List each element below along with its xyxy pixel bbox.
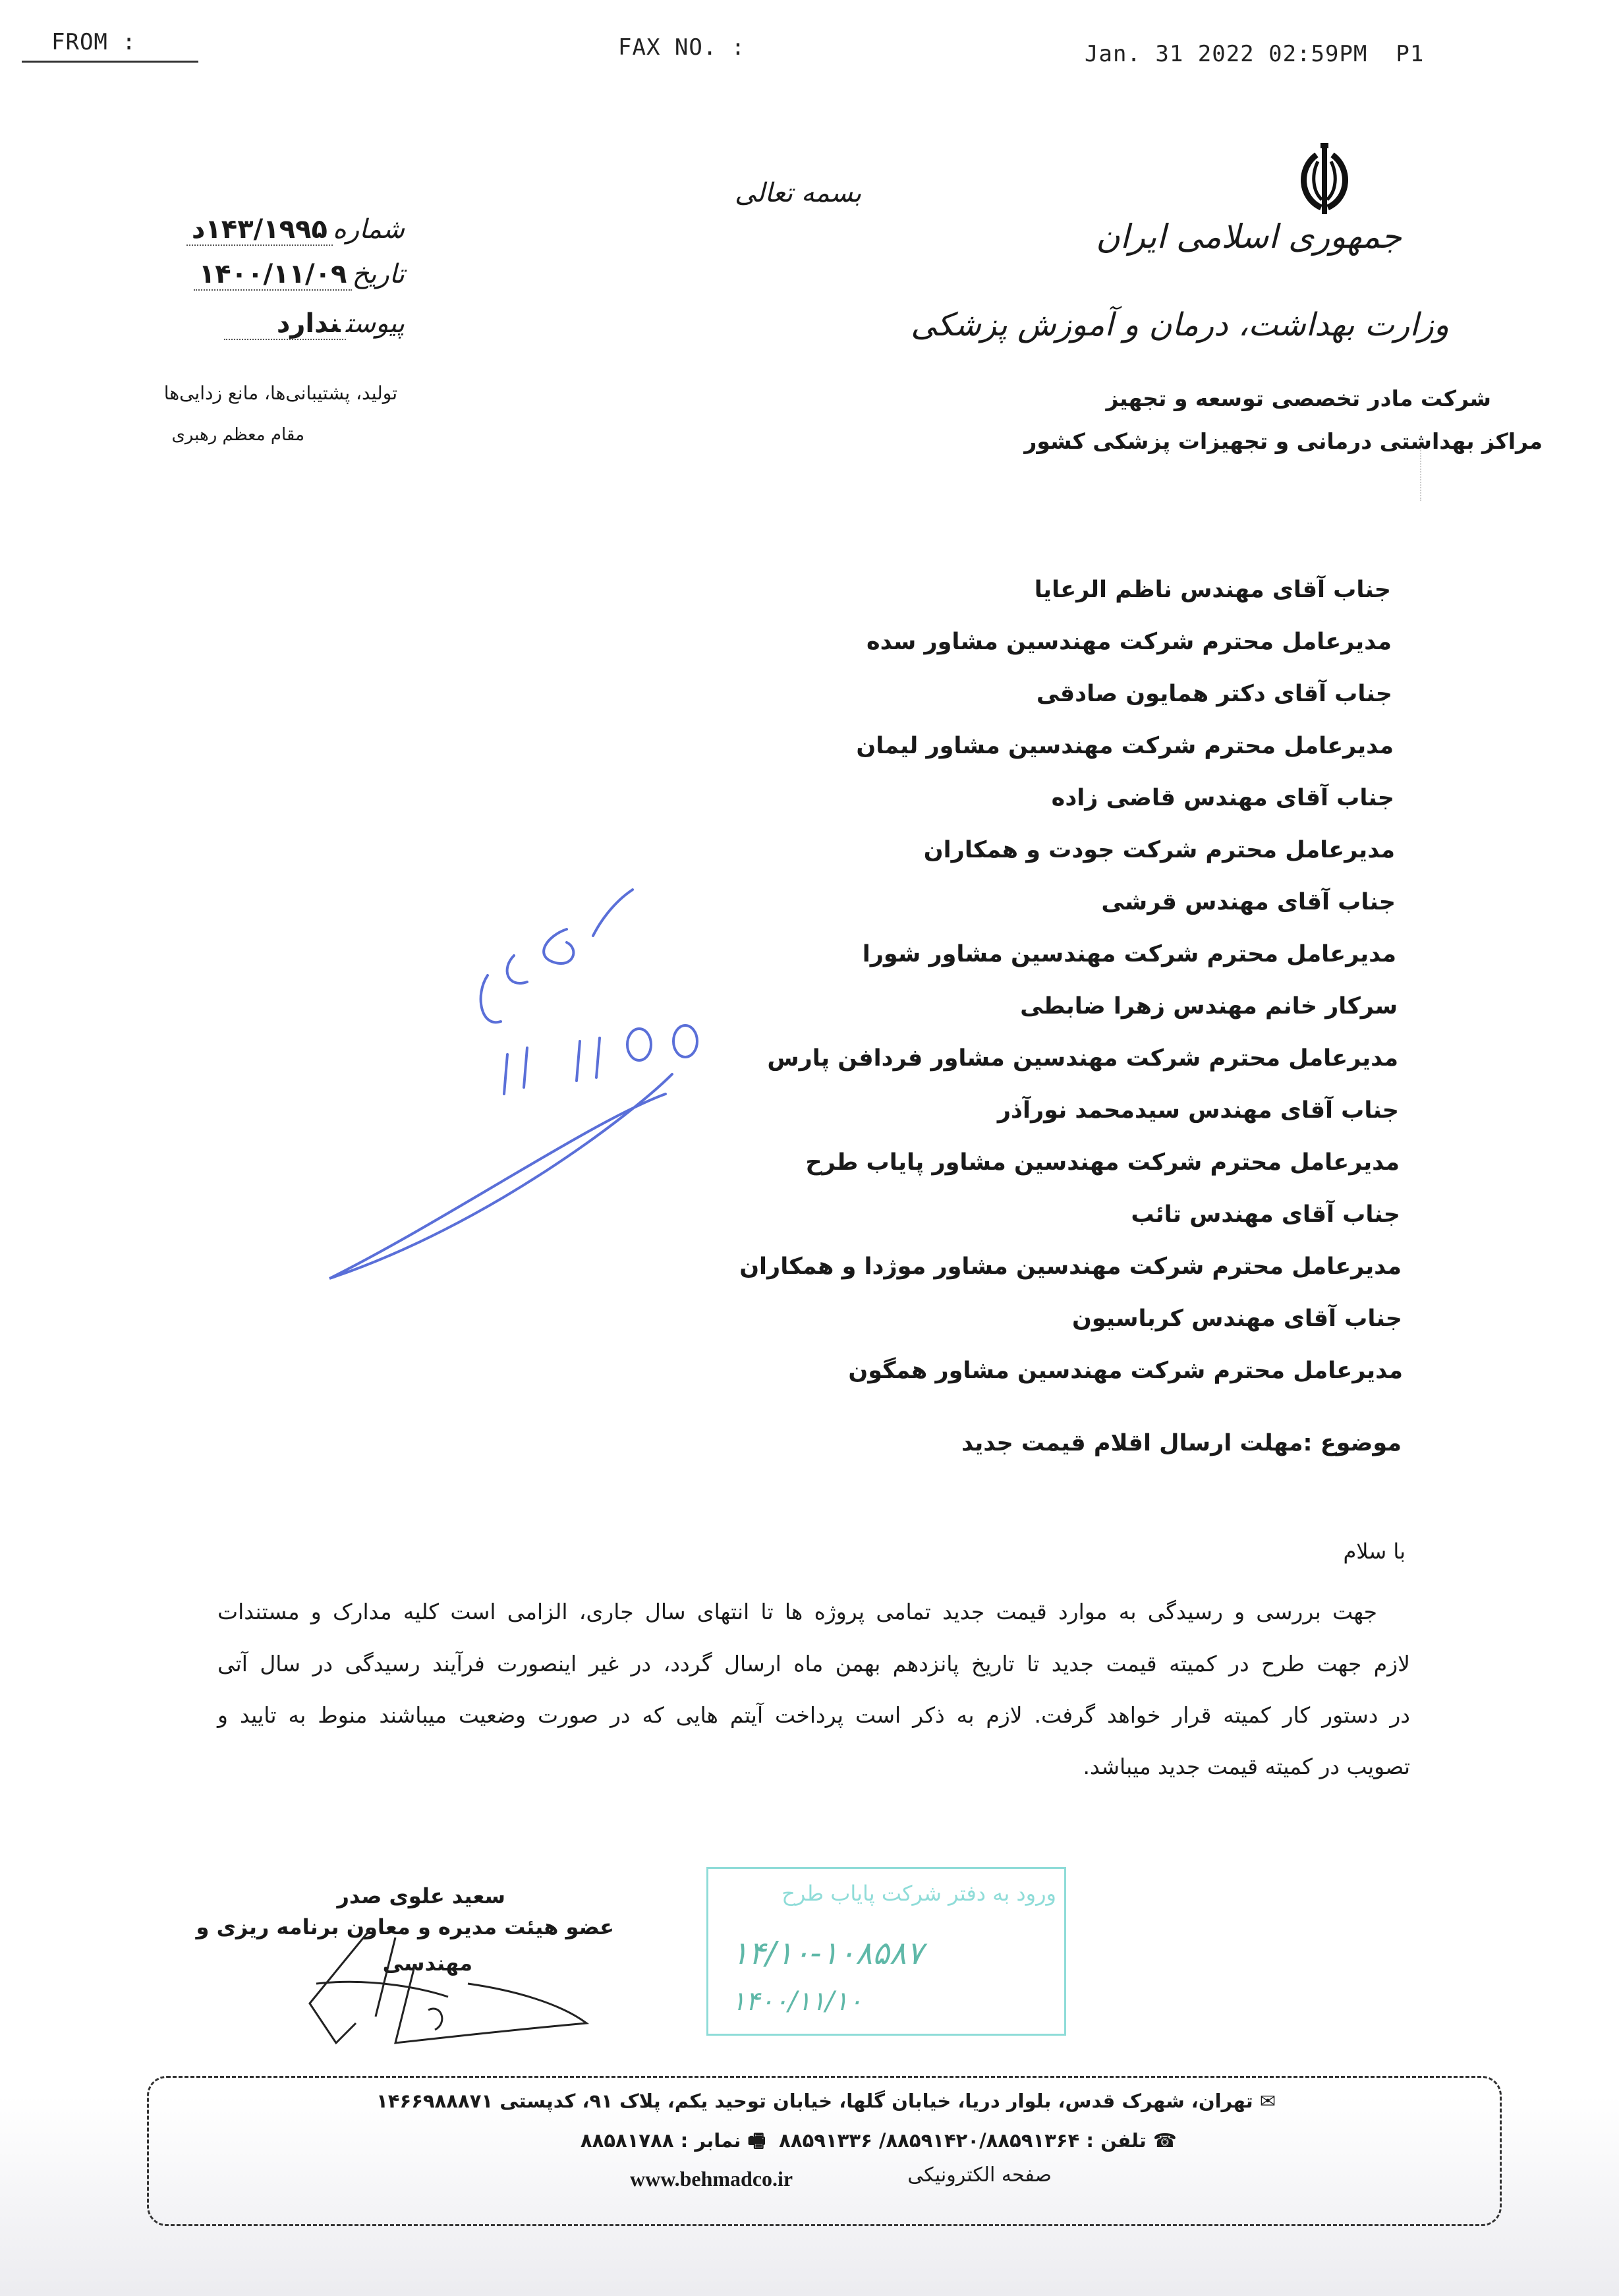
phone-icon: ☎ [1146,2129,1177,2152]
footer-address [376,2090,1276,2112]
fax-number: ۸۸۵۸۱۷۸۸ [580,2129,674,2152]
subject-line: موضوع :مهلت ارسال اقلام قیمت جدید [961,1430,1402,1456]
iran-emblem-icon [1292,142,1357,221]
reference-attachment-label: پیوست [345,308,405,339]
recipient-line: جناب آقای مهندس تائب [1131,1201,1400,1228]
received-stamp [706,1867,1066,2036]
recipient-line: مدیرعامل محترم شرکت مهندسین مشاور سده [866,629,1392,655]
letterhead-ministry: وزارت بهداشت، درمان و آموزش پزشکی [911,306,1449,343]
recipient-line: مدیرعامل محترم شرکت مهندسین مشاور شورا [862,941,1396,967]
reference-attachment-row [224,308,405,339]
slogan-line2: مقام معظم رهبری [171,425,304,445]
body-line-1: جهت بررسی و رسیدگی به موارد قیمت جدید تمامی پروژه ها تا انتهای سال جاری، الزامی است کلیه مدارک و مستندات [217,1599,1377,1624]
stamp-header: ورود به دفتر شرکت پایاب طرح [781,1881,1056,1906]
fax-page-number: P1 [1396,41,1425,67]
reference-date-row [194,259,405,289]
company-name-line1: شرکت مادر تخصصی توسعه و تجهیز [1106,386,1491,411]
fax-from-label: FROM : [51,29,136,55]
footer-contact-box [147,2076,1502,2226]
footer-phone-fax [581,2127,1177,2160]
handwritten-annotation [316,876,712,1292]
stamp-number: ۱۴/۱۰-۱۰۸۵۸۷ [731,1935,924,1972]
body-line-3: در دستور کار کمیته قرار خواهد گرفت. لازم به ذکر است پرداخت آیتم هایی که در صورت وضعیت میباشند منوط به تایید و [217,1702,1410,1728]
recipient-line: جناب آقای مهندس کرباسیون [1071,1306,1402,1332]
footer-website-label: صفحه الکترونیکی [907,2164,1052,2187]
recipient-line: جناب آقای مهندس ناظم الرعایا [1034,577,1391,603]
company-name-line2: مراکز بهداشتی درمانی و تجهیزات پزشکی کشور [1024,428,1543,454]
fax-from-underline [22,61,198,63]
fax-icon: 🖷 [741,2129,773,2152]
recipient-line: جناب آقای دکتر همایون صادقی [1036,681,1392,707]
recipient-line: مدیرعامل محترم شرکت مهندسین مشاور موژدا و همکاران [739,1253,1402,1280]
body-line-4: تصویب در کمیته قیمت جدید میباشد. [1083,1754,1410,1779]
signatory-title-line2: مهندسی [382,1951,472,1976]
recipient-line: جناب آقای مهندس سیدمحمد نورآذر [997,1097,1399,1124]
reference-attachment-value: ندارد [224,308,346,340]
recipient-line: مدیرعامل محترم شرکت مهندسین مشاور همگون [848,1358,1403,1384]
phone-label: تلفن : [1086,2129,1147,2152]
recipient-line: مدیرعامل محترم شرکت جودت و همکاران [923,837,1395,863]
signature-scribble [297,1924,613,2050]
recipient-line: مدیرعامل محترم شرکت مهندسین مشاور فردافن پارس [767,1045,1398,1072]
reference-number-value: ۱۴۳/۱۹۹۵د [186,214,333,246]
basmala: بسمه تعالی [735,178,862,208]
fax-label: نمابر : [680,2129,741,2152]
footer-website-link[interactable]: www.behmadco.ir [630,2167,793,2191]
recipient-line: مدیرعامل محترم شرکت مهندسین مشاور لیمان [856,733,1394,759]
reference-date-label: تاریخ [352,259,405,289]
body-line-2: لازم جهت طرح در کمیته قیمت جدید تا تاریخ پانزدهم بهمن ماه ارسال گردد، در غیر اینصورت فرآیند رسیدگی در سال آتی [217,1651,1410,1677]
footer-address-text: تهران، شهرک قدس، بلوار دریا، خیابان گلها، خیابان توحید یکم، پلاک ۹۱، کدپستی ۱۴۶۶۹۸۸۸۷۱ [376,2090,1253,2112]
slogan-line1: تولید، پشتیبانی‌ها، مانع زدایی‌ها [163,382,397,404]
location-icon: ✉ [1253,2090,1276,2112]
letterhead-country: جمهوری اسلامی ایران [1096,217,1402,256]
recipient-line: جناب آقای مهندس قاضی زاده [1051,785,1394,811]
fax-timestamp [1085,41,1424,67]
recipient-line: سرکار خانم مهندس زهرا ضابطی [1020,993,1398,1019]
recipient-line: جناب آقای مهندس قرشی [1101,889,1396,915]
reference-number-label: شماره [332,214,405,244]
scan-artifact [1420,448,1421,501]
fax-number-label: FAX NO. : [618,34,746,61]
phone-numbers: ۸۸۵۹۱۴۲۰/۸۸۵۹۱۳۶۴/ ۸۸۵۹۱۳۳۶ [779,2129,1080,2152]
signatory-name: سعید علوی صدر [337,1883,505,1909]
signatory-title-line1: عضو هیئت مدیره و معاون برنامه ریزی و [196,1914,614,1939]
recipient-line: مدیرعامل محترم شرکت مهندسین مشاور پایاب طرح [805,1149,1400,1176]
reference-date-value: ۱۴۰۰/۱۱/۰۹ [194,259,353,291]
stamp-date: ۱۴۰۰/۱۱/۱۰ [731,1986,863,2017]
greeting: با سلام [1343,1539,1406,1564]
fax-timestamp-value: Jan. 31 2022 02:59PM [1085,41,1368,67]
reference-number-row [186,214,405,244]
